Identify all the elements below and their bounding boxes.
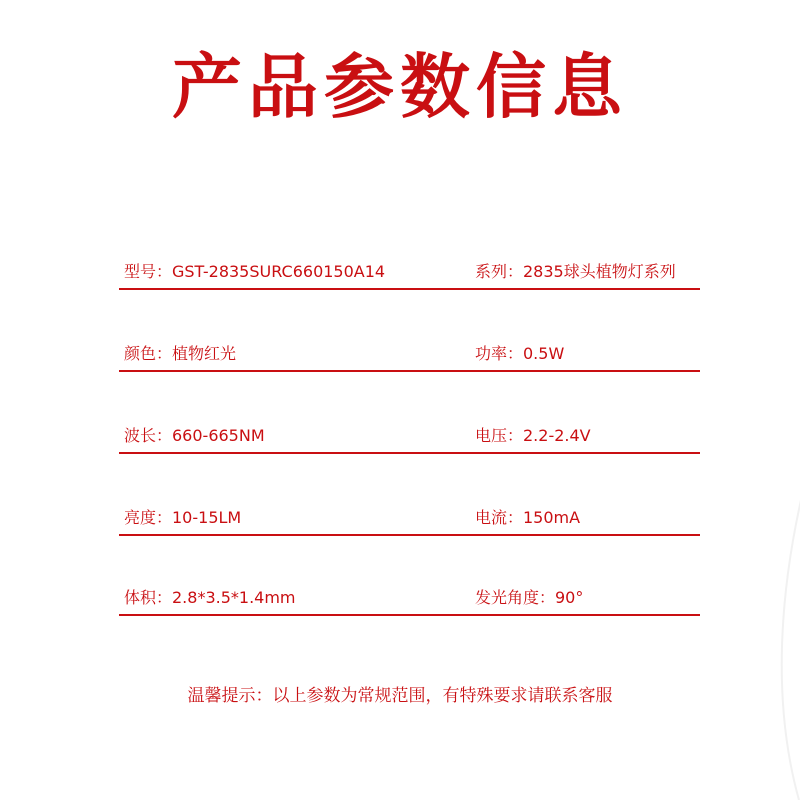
- spec-row: [119, 422, 700, 454]
- spec-size: 体积：2.8*3.5*1.4mm: [124, 588, 296, 607]
- spec-row: [119, 340, 700, 372]
- spec-color: 颜色：植物红光: [124, 344, 237, 363]
- spec-power: 功率：0.5W: [475, 344, 565, 363]
- spec-row: [119, 258, 700, 290]
- spec-model: 型号：GST-2835SURC660150A14: [124, 262, 386, 281]
- spec-series: 系列：2835球头植物灯系列: [475, 262, 676, 281]
- spec-current: 电流：150mA: [475, 508, 581, 527]
- spec-voltage: 电压：2.2-2.4V: [475, 426, 591, 445]
- spec-row: [119, 504, 700, 536]
- spec-brightness: 亮度：10-15LM: [124, 508, 242, 527]
- spec-beam-angle: 发光角度：90°: [475, 588, 584, 607]
- spec-row: [119, 584, 700, 616]
- tip-note: 温馨提示：以上参数为常规范围，有特殊要求请联系客服: [187, 686, 613, 706]
- page-title: 产品参数信息: [172, 46, 628, 128]
- spec-wavelength: 波长：660-665NM: [124, 426, 265, 445]
